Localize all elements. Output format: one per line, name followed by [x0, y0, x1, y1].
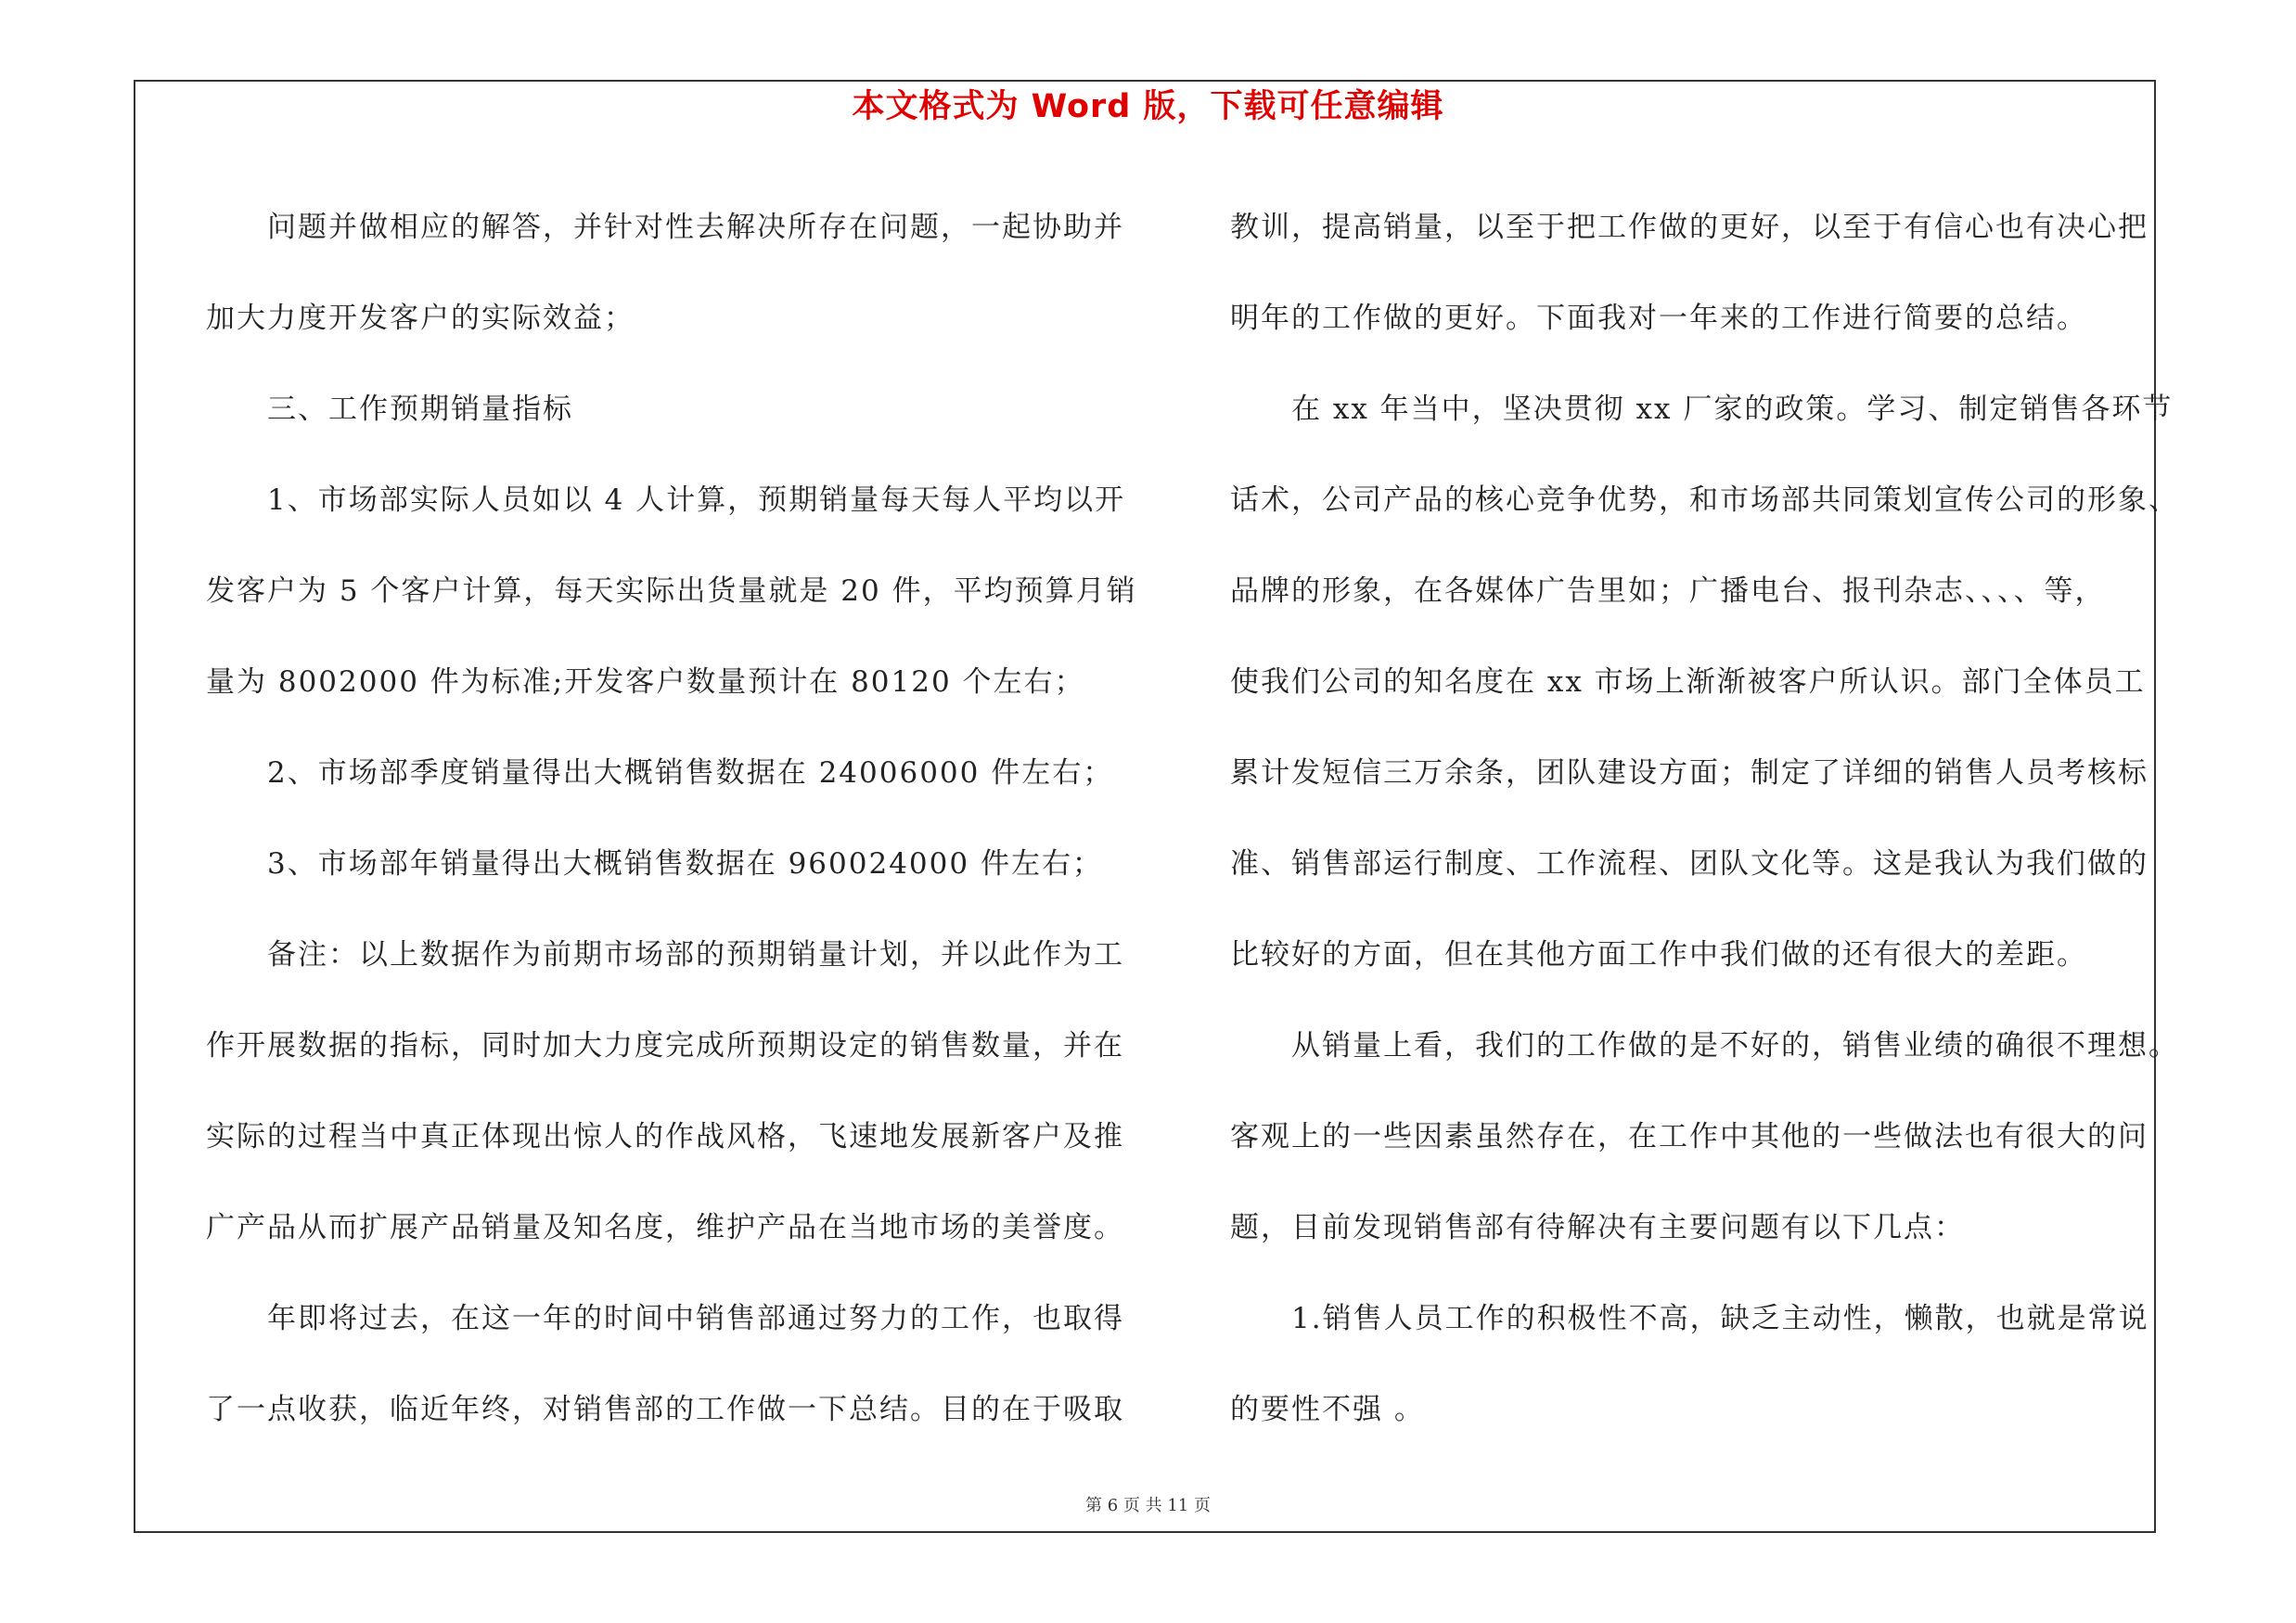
word-format-banner: 本文格式为 Word 版，下载可任意编辑 — [852, 88, 1444, 125]
paragraph-line: 明年的工作做的更好。下面我对一年来的工作进行简要的总结。 — [1230, 302, 2087, 335]
paragraph-line: 发客户为 5 个客户计算，每天实际出货量就是 20 件，平均预算月销 — [206, 574, 1137, 608]
paragraph-line: 2、市场部季度销量得出大概销售数据在 24006000 件左右； — [267, 756, 1114, 790]
paragraph-line: 三、工作预期销量指标 — [267, 393, 573, 426]
paragraph-line: 问题并做相应的解答，并针对性去解决所存在问题，一起协助并 — [267, 211, 1124, 244]
paragraph-line: 加大力度开发客户的实际效益； — [206, 302, 635, 335]
paragraph-line: 比较好的方面，但在其他方面工作中我们做的还有很大的差距。 — [1230, 938, 2087, 972]
paragraph-line: 作开展数据的指标，同时加大力度完成所预期设定的销售数量，并在 — [206, 1029, 1124, 1063]
paragraph-line: 话术，公司产品的核心竞争优势，和市场部共同策划宣传公司的形象、 — [1230, 483, 2179, 517]
paragraph-line: 了一点收获，临近年终，对销售部的工作做一下总结。目的在于吸取 — [206, 1393, 1124, 1426]
paragraph-line: 品牌的形象，在各媒体广告里如；广播电台、报刊杂志、、、、等， — [1230, 574, 2106, 608]
paragraph-line: 使我们公司的知名度在 xx 市场上渐渐被客户所认识。部门全体员工 — [1230, 665, 2146, 699]
paragraph-line: 累计发短信三万余条，团队建设方面；制定了详细的销售人员考核标 — [1230, 756, 2148, 790]
page-number-footer: 第 6 页 共 11 页 — [1085, 1496, 1211, 1515]
paragraph-line: 1、市场部实际人员如以 4 人计算，预期销量每天每人平均以开 — [267, 483, 1126, 517]
paragraph-line: 客观上的一些因素虽然存在，在工作中其他的一些做法也有很大的问 — [1230, 1120, 2148, 1153]
paragraph-line: 广产品从而扩展产品销量及知名度，维护产品在当地市场的美誉度。 — [206, 1211, 1124, 1244]
paragraph-line: 准、销售部运行制度、工作流程、团队文化等。这是我认为我们做的 — [1230, 847, 2148, 881]
paragraph-line: 1.销售人员工作的积极性不高，缺乏主动性，懒散，也就是常说 — [1291, 1302, 2149, 1335]
paragraph-line: 3、市场部年销量得出大概销售数据在 960024000 件左右； — [267, 847, 1103, 881]
paragraph-line: 年即将过去，在这一年的时间中销售部通过努力的工作，也取得 — [267, 1302, 1124, 1335]
paragraph-line: 教训，提高销量，以至于把工作做的更好，以至于有信心也有决心把 — [1230, 211, 2148, 244]
paragraph-line: 题，目前发现销售部有待解决有主要问题有以下几点： — [1230, 1211, 1965, 1244]
paragraph-line: 在 xx 年当中，坚决贯彻 xx 厂家的政策。学习、制定销售各环节 — [1291, 393, 2174, 426]
paragraph-line: 量为 8002000 件为标准;开发客户数量预计在 80120 个左右； — [206, 665, 1085, 699]
paragraph-line: 实际的过程当中真正体现出惊人的作战风格，飞速地发展新客户及推 — [206, 1120, 1124, 1153]
left-text-column — [206, 182, 1137, 1455]
paragraph-line: 从销量上看，我们的工作做的是不好的，销售业绩的确很不理想。 — [1291, 1029, 2179, 1063]
right-text-column — [1230, 182, 2179, 1455]
paragraph-line: 的要性不强 。 — [1230, 1393, 1425, 1426]
paragraph-line: 备注：以上数据作为前期市场部的预期销量计划，并以此作为工 — [267, 938, 1124, 972]
